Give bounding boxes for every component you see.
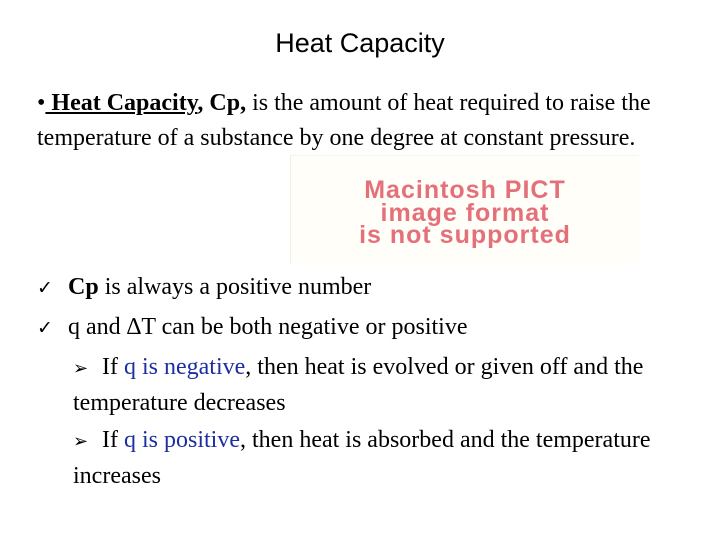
slide-title: Heat Capacity [275, 28, 445, 58]
check-icon: ✓ [37, 317, 53, 339]
check-item-q-delta-t [37, 312, 697, 343]
subpoint-q-positive [73, 423, 693, 493]
term-symbol: Cp, [203, 90, 247, 116]
unsupported-image-placeholder [290, 155, 639, 264]
arrow-bullet-icon: ➢ [73, 431, 89, 452]
placeholder-line-1: Macintosh PICT [364, 176, 566, 204]
check-bold-cp: Cp [68, 274, 99, 300]
subpoint-prefix: If [102, 354, 124, 380]
subpoint-text: , then heat is evolved or given off and the temperature decreases [73, 354, 644, 416]
term-comma: , [197, 90, 204, 116]
check-item-cp-positive [37, 272, 697, 303]
check-icon: ✓ [37, 277, 53, 299]
bullet: • [37, 90, 46, 116]
check-text: is always a positive number [98, 274, 372, 300]
subpoint-text: , then heat is absorbed and the temperature increases [73, 427, 651, 489]
term-heat-capacity: Heat Capacity [45, 90, 198, 116]
subpoint-highlight: q is negative [123, 354, 246, 380]
subpoint-highlight: q is positive [123, 427, 240, 453]
arrow-bullet-icon: ➢ [73, 358, 89, 379]
placeholder-line-2: image format [380, 199, 550, 227]
definition-paragraph [37, 86, 677, 156]
subpoint-prefix: If [102, 427, 124, 453]
check-text: q and ∆T can be both negative or positive [68, 314, 468, 340]
placeholder-line-3: is not supported [359, 221, 571, 249]
definition-text: is the amount of heat required to raise the temperature of a substance by one degree at constant pressure. [37, 90, 651, 151]
subpoint-q-negative [73, 350, 693, 420]
